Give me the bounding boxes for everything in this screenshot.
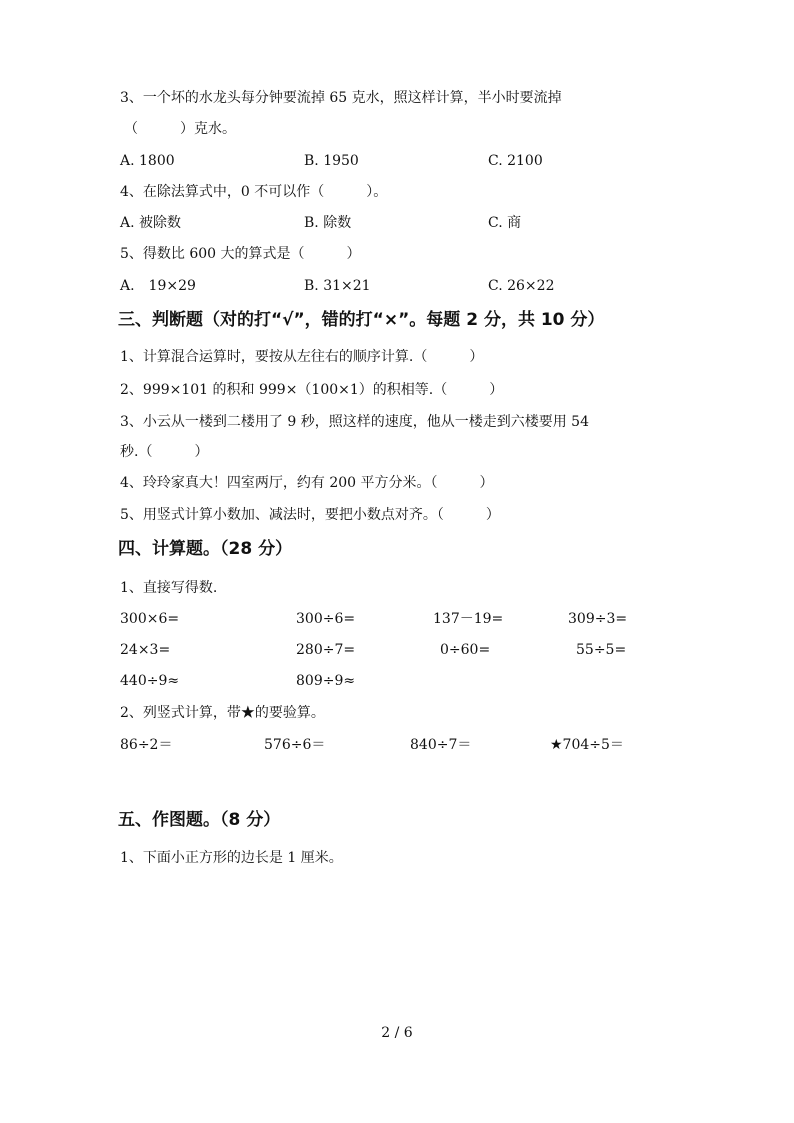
calc-r1-c4: 309÷3= — [568, 611, 628, 627]
calc-r2-c4: 55÷5= — [576, 642, 627, 658]
judge-item-3-cont: 秒.（ ） — [120, 444, 209, 460]
question-4-option-b: B. 除数 — [304, 215, 352, 231]
question-3-text: 3、一个坏的水龙头每分钟要流掉 65 克水，照这样计算，半小时要流掉 — [120, 90, 562, 106]
question-5-option-b: B. 31×21 — [304, 278, 371, 294]
vertical-calc-3: 840÷7＝ — [410, 737, 472, 753]
question-4-option-a: A. 被除数 — [120, 215, 182, 231]
vertical-calc-1: 86÷2＝ — [120, 737, 173, 753]
vertical-calc-2: 576÷6＝ — [264, 737, 326, 753]
calc-r2-c2: 280÷7= — [296, 642, 356, 658]
judge-item-4: 4、玲玲家真大！四室两厅，约有 200 平方分米。（ ） — [120, 475, 494, 491]
calc-r3-c2: 809÷9≈ — [296, 673, 356, 689]
question-5-text: 5、得数比 600 大的算式是（ ） — [120, 246, 361, 262]
question-5-option-c: C. 26×22 — [488, 278, 555, 294]
calc-sub-2: 2、列竖式计算，带★的要验算。 — [120, 705, 325, 721]
judge-item-3: 3、小云从一楼到二楼用了 9 秒，照这样的速度，他从一楼走到六楼要用 54 — [120, 414, 589, 430]
vertical-calc-4: ★704÷5＝ — [550, 737, 624, 753]
question-3-option-b: B. 1950 — [304, 153, 359, 169]
judge-item-1: 1、计算混合运算时，要按从左往右的顺序计算.（ ） — [120, 349, 484, 365]
question-4-text: 4、在除法算式中，0 不可以作（ ）。 — [120, 184, 388, 200]
calc-r1-c1: 300×6= — [120, 611, 180, 627]
section-3-heading: 三、判断题（对的打“√”，错的打“×”。每题 2 分，共 10 分） — [118, 310, 605, 330]
calc-r2-c1: 24×3= — [120, 642, 171, 658]
page-number: 2 / 6 — [381, 1025, 413, 1041]
calc-r2-c3: 0÷60= — [440, 642, 491, 658]
question-3-blank: （ ）克水。 — [124, 121, 236, 137]
calc-sub-1: 1、直接写得数. — [120, 580, 218, 596]
question-3-option-a: A. 1800 — [120, 153, 175, 169]
judge-item-5: 5、用竖式计算小数加、减法时，要把小数点对齐。（ ） — [120, 507, 500, 523]
section-4-heading: 四、计算题。（28 分） — [118, 539, 293, 559]
draw-sub-1: 1、下面小正方形的边长是 1 厘米。 — [120, 850, 343, 866]
calc-r1-c2: 300÷6= — [296, 611, 356, 627]
section-5-heading: 五、作图题。（8 分） — [118, 810, 281, 830]
judge-item-2: 2、999×101 的积和 999×（100×1）的积相等.（ ） — [120, 382, 504, 398]
calc-r3-c1: 440÷9≈ — [120, 673, 180, 689]
question-3-option-c: C. 2100 — [488, 153, 543, 169]
question-5-option-a: A. 19×29 — [120, 278, 196, 294]
question-4-option-c: C. 商 — [488, 215, 522, 231]
calc-r1-c3: 137－19= — [433, 611, 504, 627]
